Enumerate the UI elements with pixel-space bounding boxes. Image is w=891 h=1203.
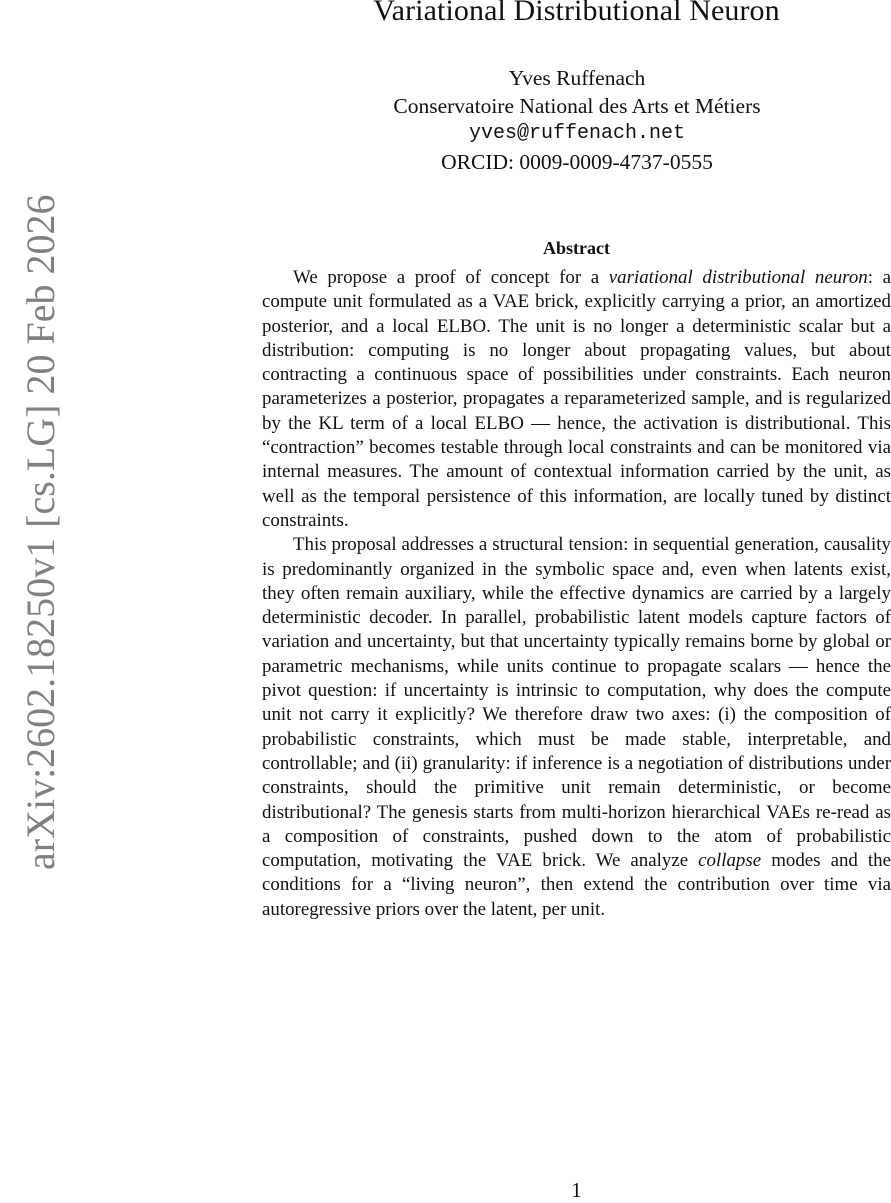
abstract-text: modes and the conditions for a “living neuron”, then extend the contribution over time via autoregressive priors over the latent, per unit.: [262, 850, 891, 920]
page-number: 1: [571, 1178, 582, 1202]
arxiv-identifier: arXiv:2602.18250v1 [cs.LG] 20 Feb 2026: [18, 194, 63, 870]
abstract-paragraph-2: [262, 533, 891, 922]
author-name: Yves Ruffenach: [508, 66, 646, 90]
abstract-emphasis: collapse: [698, 850, 762, 872]
author-orcid: ORCID: 0009-0009-4737-0555: [441, 150, 713, 174]
author-block: [332, 64, 822, 176]
abstract-body: [262, 266, 891, 922]
abstract-emphasis: variational distributional neuron: [608, 267, 868, 288]
abstract-text: We propose a proof of concept for a: [293, 267, 609, 288]
abstract-heading: Abstract: [543, 238, 610, 258]
author-affiliation: Conservatoire National des Arts et Métiers: [393, 94, 761, 118]
author-email: yves@ruffenach.net: [468, 122, 686, 145]
paper-title: Variational Distributional Neuron: [373, 0, 780, 27]
abstract-paragraph-1: [262, 266, 891, 533]
abstract-text: : a compute unit formulated as a VAE brick, explicitly carrying a prior, an amortized posterior, and a local ELBO. The unit is no longer a deterministic scalar but a distribution: computing is no longer about propagating values, but about contracting a continuous space of possibilities under constraints. Each neuron parameterizes a posterior, propagates a reparameterized sample, and is regularized by the KL term of a local ELBO — hence, the activation is distributional. This “contraction” becomes testable through local constraints and can be monitored via internal measures. The amount of contextual information carried by the unit, as well as the temporal persistence of this information, are locally tuned by distinct constraints.: [262, 267, 891, 531]
abstract-text: This proposal addresses a structural tension: in sequential generation, causality is predominantly organized in the symbolic space and, even when latents exist, they often remain auxiliary, while the effective dynamics are carried by a largely deterministic decoder. In parallel, probabilistic latent models capture factors of variation and uncertainty, but that uncertainty typically remains borne by global or parametric mechanisms, while units continue to propagate scalars — hence the pivot question: if uncertainty is intrinsic to computation, why does the compute unit not carry it explicitly? We therefore draw two axes: (i) the composition of probabilistic constraints, which must be made stable, interpretable, and controllable; and (ii) granularity: if inference is a negotiation of distributions under constraints, should the primitive unit remain deterministic, or become distributional? The genesis starts from multi-horizon hierarchical VAEs re-read as a composition of constraints, pushed down to the atom of probabilistic computation, motivating the VAE brick. We analyze: [262, 534, 891, 872]
